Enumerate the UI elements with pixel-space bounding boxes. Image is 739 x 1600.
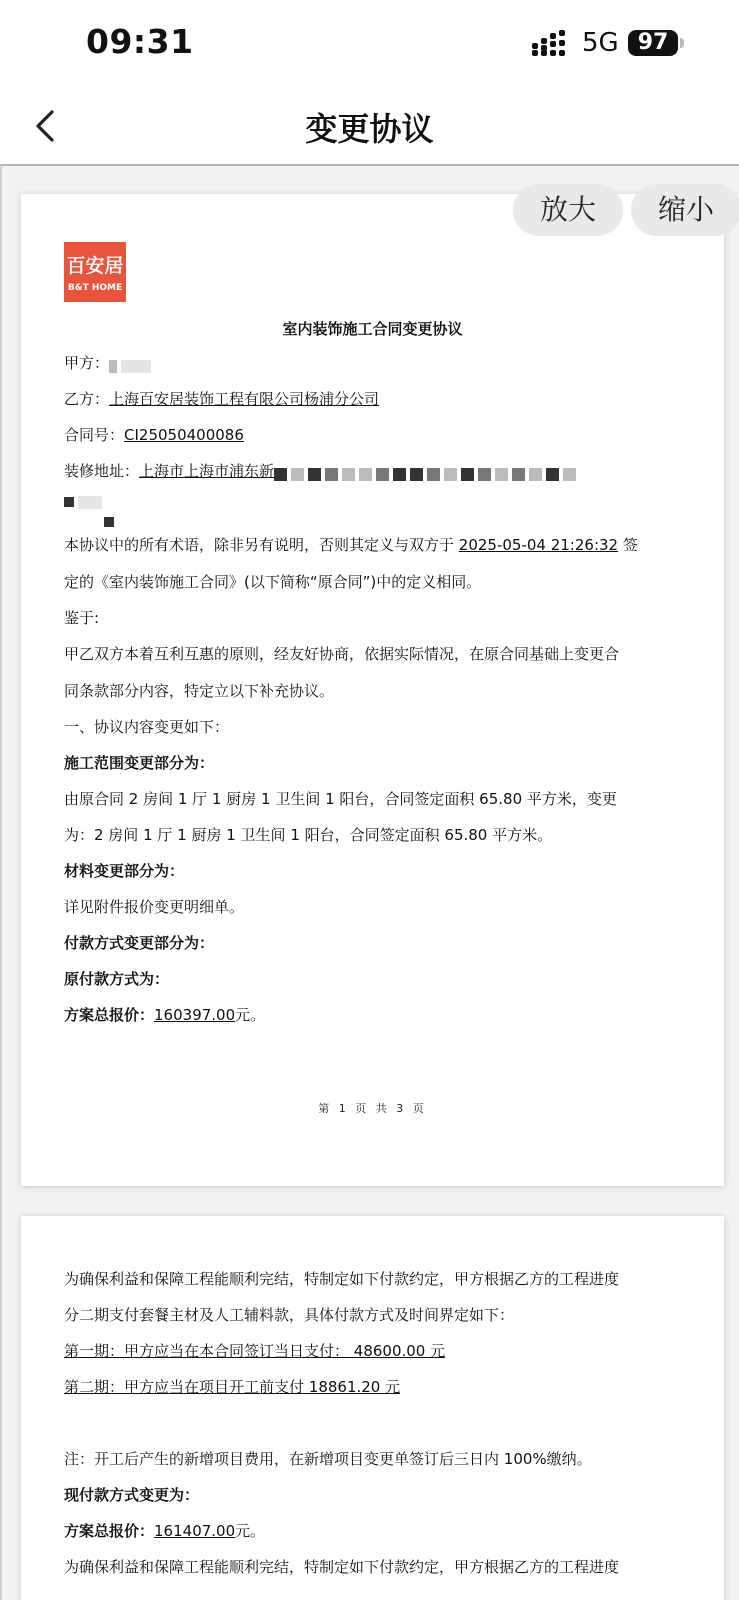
new-total-price-label: 方案总报价： <box>64 1522 155 1540</box>
original-payment-heading: 原付款方式为： <box>64 970 170 988</box>
payment-terms-line-1: 为确保利益和保障工程能顺利完结，特制定如下付款约定，甲方根据乙方的工程进度 <box>64 1270 620 1288</box>
address-line-3 <box>64 510 118 528</box>
total-price-value: 160397.00 <box>154 1006 236 1024</box>
scope-text-line-2: 为：2 房间 1 厅 1 厨房 1 卫生间 1 阳台，合同签定面积 65.80 平方米。 <box>64 826 553 844</box>
address-line <box>64 460 580 481</box>
phase-1-payment: 第一期：甲方应当在本合同签订当日支付： 48600.00 元 <box>64 1342 446 1360</box>
scope-heading: 施工范围变更部分为： <box>64 754 215 772</box>
page-title: 变更协议 <box>305 110 434 148</box>
document-viewer[interactable] <box>0 166 739 1600</box>
status-time: 09:31 <box>86 22 194 61</box>
payment-terms-repeat-line: 为确保利益和保障工程能顺利完结，特制定如下付款约定，甲方根据乙方的工程进度 <box>64 1558 620 1576</box>
payment-heading: 付款方式变更部分为： <box>64 934 215 952</box>
new-total-price-line <box>64 1520 265 1541</box>
scope-text-line-1: 由原合同 2 房间 1 厅 1 厨房 1 卫生间 1 阳台，合同签定面积 65.80 平方米，变更 <box>64 790 617 808</box>
document-page-2 <box>21 1216 724 1600</box>
nav-header <box>0 90 739 166</box>
zoom-in-button[interactable]: 放大 <box>513 184 623 236</box>
basis-paragraph-line-2: 同条款部分内容，特定立以下补充协议。 <box>64 682 335 700</box>
redacted-block <box>274 465 580 479</box>
payment-note: 注：开工后产生的新增项目费用，在新增项目变更单签订后三日内 100%缴纳。 <box>64 1450 592 1468</box>
address-value: 上海市上海市浦东新 <box>139 462 275 480</box>
payment-terms-line-2: 分二期支付套餐主材及人工辅料款，具体付款方式及时间界定如下： <box>64 1306 515 1324</box>
phase-2-payment: 第二期：甲方应当在项目开工前支付 18861.20 元 <box>64 1378 401 1396</box>
address-line-2 <box>64 490 106 508</box>
signal-icon <box>532 30 572 56</box>
intro-paragraph-line-1 <box>64 534 638 555</box>
whereas-label: 鉴于: <box>64 609 100 627</box>
intro-text: 本协议中的所有术语，除非另有说明，否则其定义与双方于 <box>64 536 459 554</box>
page-number: 第 1 页 共 3 页 <box>318 1102 427 1115</box>
total-price-label: 方案总报价： <box>64 1006 155 1024</box>
intro-text-end: 签 <box>618 536 638 554</box>
contract-no-line <box>64 424 244 445</box>
basis-paragraph-line-1: 甲乙双方本着互利互惠的原则，经友好协商，依据实际情况，在原合同基础上变更合 <box>64 645 620 663</box>
party-b-label: 乙方： <box>64 390 110 408</box>
total-price-unit: 元。 <box>235 1006 266 1024</box>
network-type: 5G <box>582 28 619 58</box>
material-text: 详见附件报价变更明细单。 <box>64 898 245 916</box>
document-page-1 <box>21 194 724 1186</box>
material-heading: 材料变更部分为： <box>64 862 185 880</box>
zoom-out-button[interactable]: 缩小 <box>631 184 739 236</box>
new-total-price-value: 161407.00 <box>154 1522 236 1540</box>
contract-no-label: 合同号： <box>64 426 125 444</box>
redacted-block <box>64 513 118 527</box>
party-a-line <box>64 352 155 373</box>
total-price-line <box>64 1004 265 1025</box>
document-title: 室内装饰施工合同变更协议 <box>282 320 463 338</box>
sign-time: 2025-05-04 21:26:32 <box>458 536 619 554</box>
company-logo <box>64 242 126 302</box>
party-a-label: 甲方： <box>64 354 110 372</box>
redacted-block <box>109 357 155 371</box>
status-bar <box>0 0 739 90</box>
address-label: 装修地址： <box>64 462 140 480</box>
new-payment-heading: 现付款方式变更为： <box>64 1486 200 1504</box>
logo-text-cn: 百安居 <box>66 255 124 277</box>
section-heading: 一、协议内容变更如下： <box>64 718 230 736</box>
redacted-block <box>64 493 106 507</box>
battery-level: 97 <box>637 30 669 55</box>
intro-paragraph-line-2: 定的《室内装饰施工合同》(以下简称“原合同”)中的定义相同。 <box>64 573 482 591</box>
new-total-price-unit: 元。 <box>235 1522 266 1540</box>
party-b-value: 上海百安居装饰工程有限公司杨浦分公司 <box>109 390 380 408</box>
battery-icon <box>628 30 678 56</box>
battery-tip <box>680 38 684 48</box>
contract-no-value: CI25050400086 <box>124 426 244 444</box>
party-b-line <box>64 388 379 409</box>
logo-text-en: B&T HOME <box>67 283 123 293</box>
